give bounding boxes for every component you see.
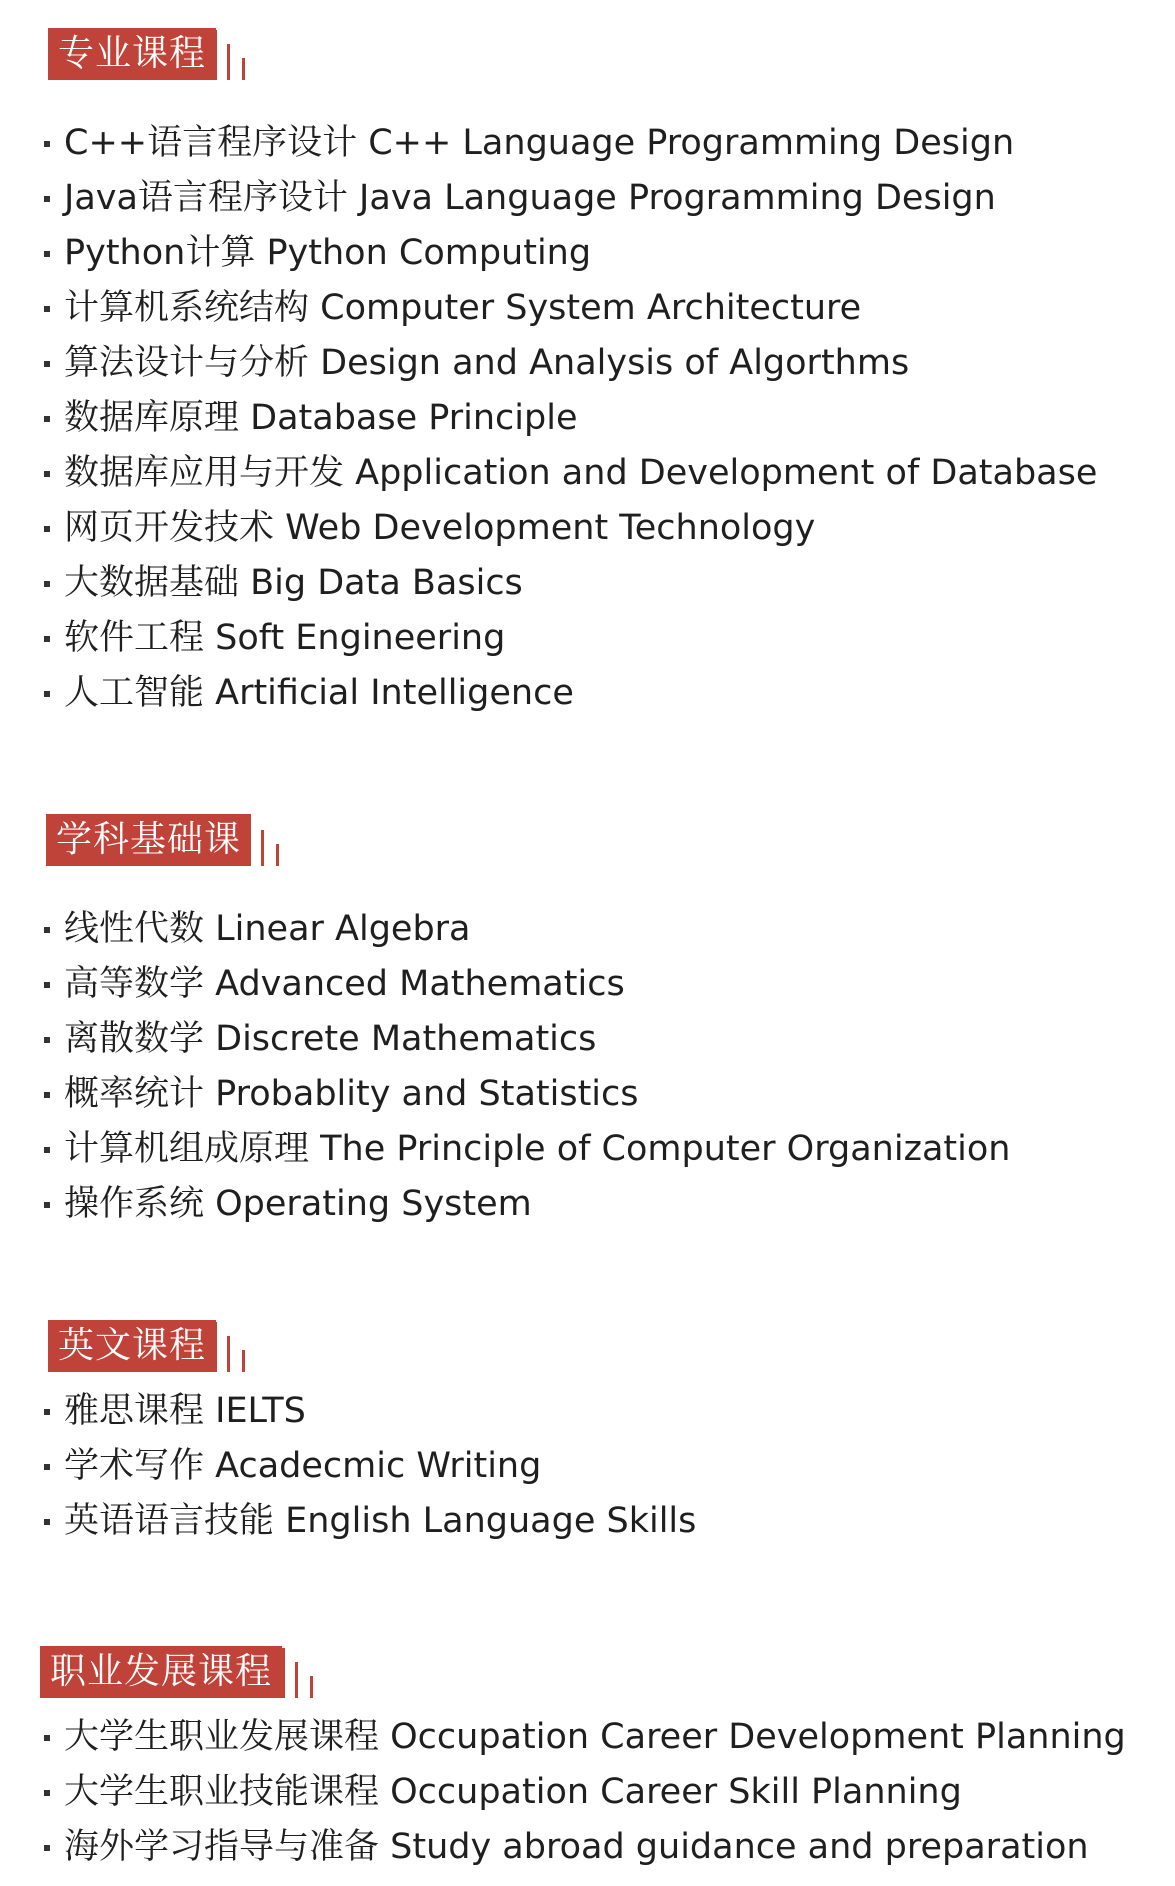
list-item: [0, 281, 1175, 336]
list-item: [0, 336, 1175, 391]
list-item: [0, 1384, 1175, 1439]
bullet-icon: [44, 691, 50, 697]
course-name: 网页开发技术 Web Development Technology: [64, 508, 816, 548]
bullet-icon: [44, 141, 50, 147]
course-name: Python计算 Python Computing: [64, 233, 592, 273]
list-item: [0, 1122, 1175, 1177]
course-name: 计算机组成原理 The Principle of Computer Organization: [64, 1129, 1011, 1169]
section-title: 学科基础课: [46, 814, 251, 866]
course-name: 英语语言技能 English Language Skills: [64, 1501, 697, 1541]
course-name: C++语言程序设计 C++ Language Programming Design: [64, 123, 1015, 163]
bars-decoration-icon: [248, 814, 284, 866]
section-career-courses: [0, 1646, 1175, 1867]
list-item: [0, 226, 1175, 281]
list-item: [0, 1494, 1175, 1549]
bullet-icon: [44, 982, 50, 988]
bars-decoration-icon: [214, 28, 250, 80]
course-name: 雅思课程 IELTS: [64, 1391, 306, 1431]
section-title: 职业发展课程: [40, 1646, 282, 1698]
bars-decoration-icon: [214, 1320, 250, 1372]
list-item: [0, 1439, 1175, 1494]
section-english-courses: [0, 1320, 1175, 1541]
section-heading: [0, 28, 1175, 82]
course-name: 数据库应用与开发 Application and Development of Database: [64, 453, 1098, 493]
bullet-icon: [44, 416, 50, 422]
course-name: 软件工程 Soft Engineering: [64, 618, 506, 658]
bullet-icon: [44, 581, 50, 587]
list-item: [0, 556, 1175, 611]
bullet-icon: [44, 196, 50, 202]
bullet-icon: [44, 471, 50, 477]
bullet-icon: [44, 1790, 50, 1796]
bullet-icon: [44, 306, 50, 312]
bullet-icon: [44, 1464, 50, 1470]
bullet-icon: [44, 1409, 50, 1415]
course-name: 离散数学 Discrete Mathematics: [64, 1019, 597, 1059]
course-list: [0, 1710, 1175, 1875]
section-heading: [0, 814, 1175, 868]
bullet-icon: [44, 251, 50, 257]
course-name: 大学生职业技能课程 Occupation Career Skill Planning: [64, 1772, 962, 1812]
section-title: 英文课程: [48, 1320, 216, 1372]
section-foundation-courses: [0, 814, 1175, 1224]
course-list: [0, 1384, 1175, 1549]
list-item: [0, 501, 1175, 556]
course-name: 算法设计与分析 Design and Analysis of Algorthms: [64, 343, 910, 383]
course-name: 海外学习指导与准备 Study abroad guidance and preparation: [64, 1827, 1089, 1867]
bullet-icon: [44, 1519, 50, 1525]
course-name: 高等数学 Advanced Mathematics: [64, 964, 625, 1004]
list-item: [0, 446, 1175, 501]
list-item: [0, 1067, 1175, 1122]
section-heading: [0, 1646, 1175, 1700]
course-name: 人工智能 Artificial Intelligence: [64, 673, 574, 713]
list-item: [0, 1710, 1175, 1765]
course-name: 操作系统 Operating System: [64, 1184, 532, 1224]
course-name: 大数据基础 Big Data Basics: [64, 563, 523, 603]
bars-decoration-icon: [282, 1646, 318, 1698]
bullet-icon: [44, 1092, 50, 1098]
bullet-icon: [44, 1845, 50, 1851]
list-item: [0, 1177, 1175, 1232]
list-item: [0, 611, 1175, 666]
course-list: [0, 902, 1175, 1232]
course-name: 学术写作 Acadecmic Writing: [64, 1446, 542, 1486]
course-name: 计算机系统结构 Computer System Architecture: [64, 288, 862, 328]
list-item: [0, 391, 1175, 446]
list-item: [0, 1820, 1175, 1875]
bullet-icon: [44, 1147, 50, 1153]
course-list: [0, 116, 1175, 721]
section-major-courses: [0, 28, 1175, 713]
list-item: [0, 171, 1175, 226]
list-item: [0, 957, 1175, 1012]
bullet-icon: [44, 1735, 50, 1741]
bullet-icon: [44, 636, 50, 642]
bullet-icon: [44, 526, 50, 532]
course-name: 线性代数 Linear Algebra: [64, 909, 471, 949]
list-item: [0, 666, 1175, 721]
course-name: Java语言程序设计 Java Language Programming Design: [64, 178, 996, 218]
list-item: [0, 116, 1175, 171]
course-name: 概率统计 Probablity and Statistics: [64, 1074, 639, 1114]
list-item: [0, 902, 1175, 957]
list-item: [0, 1012, 1175, 1067]
bullet-icon: [44, 927, 50, 933]
bullet-icon: [44, 1037, 50, 1043]
section-title: 专业课程: [48, 28, 216, 80]
course-name: 数据库原理 Database Principle: [64, 398, 578, 438]
list-item: [0, 1765, 1175, 1820]
bullet-icon: [44, 361, 50, 367]
course-name: 大学生职业发展课程 Occupation Career Development Planning: [64, 1717, 1126, 1757]
section-heading: [0, 1320, 1175, 1374]
bullet-icon: [44, 1202, 50, 1208]
